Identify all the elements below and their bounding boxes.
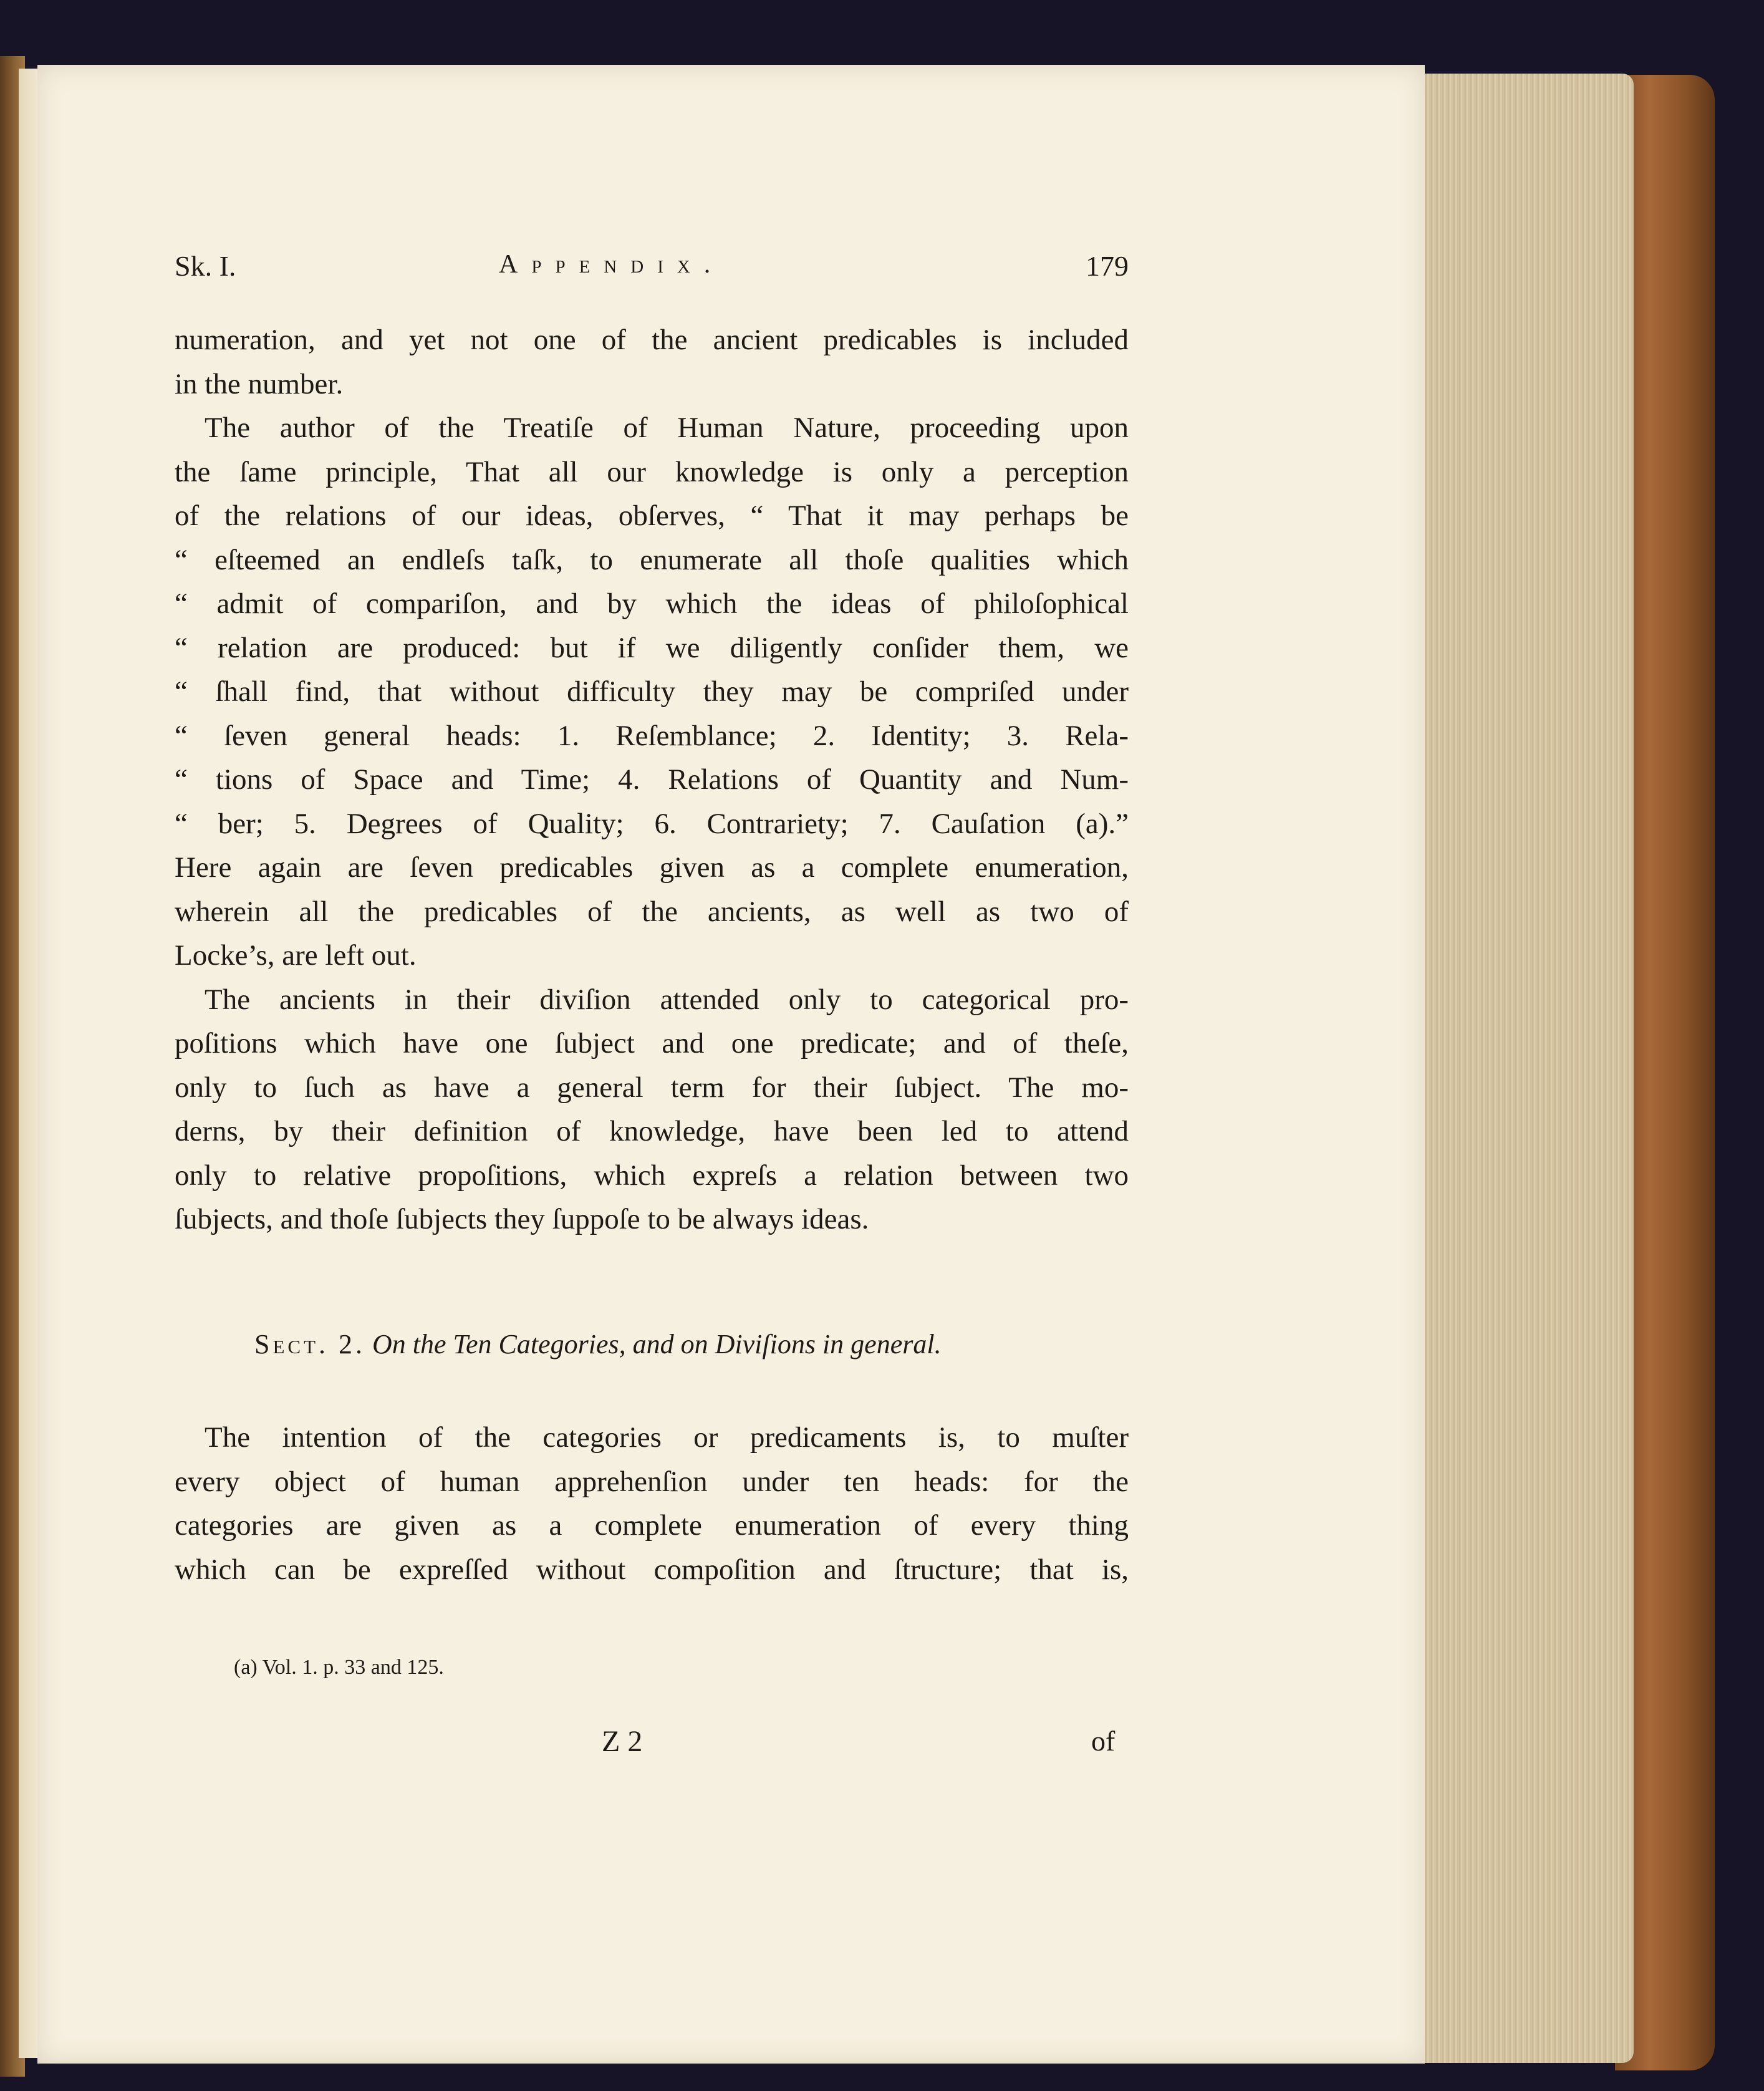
text-line: only to relative propoſitions, which expreſs a relation between two — [175, 1159, 1129, 1192]
section-text — [175, 1416, 1129, 1591]
text-line: poſitions which have one ſubject and one predicate; and of theſe, — [175, 1027, 1129, 1060]
text-line: numeration, and yet not one of the ancient predicables is included — [175, 324, 1129, 356]
text-line: only to ſuch as have a general term for their ſubject. The mo- — [175, 1071, 1129, 1104]
text-line: The author of the Treatiſe of Human Nature, proceeding upon — [205, 412, 1129, 444]
text-line: “ relation are produced: but if we diligently conſider them, we — [175, 631, 1129, 664]
text-line: ſubjects, and thoſe ſubjects they ſuppoſe to be always ideas. — [175, 1203, 869, 1235]
text-line: “ admit of compariſon, and by which the ideas of philoſophical — [175, 587, 1129, 620]
running-header — [175, 249, 1129, 293]
header-title: Appendix. — [499, 250, 725, 279]
text-line: wherein all the predicables of the ancients, as well as two of — [175, 895, 1129, 928]
text-line: “ eſteemed an endleſs taſk, to enumerate all thoſe qualities which — [175, 543, 1129, 576]
text-line: every object of human apprehenſion under ten heads: for the — [175, 1465, 1129, 1498]
header-section: Sk. I. — [175, 250, 236, 282]
text-line: Locke’s, are left out. — [175, 939, 417, 972]
main-text — [175, 318, 1129, 1242]
text-line: derns, by their definition of knowledge, have been led to attend — [175, 1115, 1129, 1147]
section-heading — [254, 1328, 942, 1360]
text-line: The intention of the categories or predicaments is, to muſter — [205, 1421, 1129, 1454]
text-line: of the relations of our ideas, obſerves, “ That it may perhaps be — [175, 500, 1129, 532]
text-line: “ ber; 5. Degrees of Quality; 6. Contrariety; 7. Cauſation (a).” — [175, 807, 1129, 840]
text-line: the ſame principle, That all our knowledge is only a perception — [175, 455, 1129, 488]
text-line: in the number. — [175, 367, 344, 400]
text-line: categories are given as a complete enumeration of every thing — [175, 1509, 1129, 1542]
catchword: of — [1091, 1725, 1116, 1757]
text-line: Here again are ſeven predicables given as a complete enumeration, — [175, 851, 1129, 884]
footnote: (a) Vol. 1. p. 33 and 125. — [234, 1656, 444, 1679]
section-label: Sect. 2. — [254, 1329, 366, 1359]
page-block-edges — [1419, 74, 1634, 2063]
text-line: “ tions of Space and Time; 4. Relations of Quantity and Num- — [175, 763, 1129, 796]
section-title: On the Ten Categories, and on Diviſions in general. — [372, 1329, 942, 1359]
text-line: “ ſeven general heads: 1. Reſemblance; 2. Identity; 3. Rela- — [175, 719, 1129, 752]
signature-mark: Z 2 — [602, 1725, 643, 1758]
page-number: 179 — [1086, 250, 1129, 282]
text-line: which can be expreſſed without compoſition and ſtructure; that is, — [175, 1553, 1129, 1586]
text-line: “ ſhall find, that without difficulty they may be compriſed under — [175, 675, 1129, 708]
text-line: The ancients in their diviſion attended only to categorical pro- — [205, 983, 1129, 1016]
